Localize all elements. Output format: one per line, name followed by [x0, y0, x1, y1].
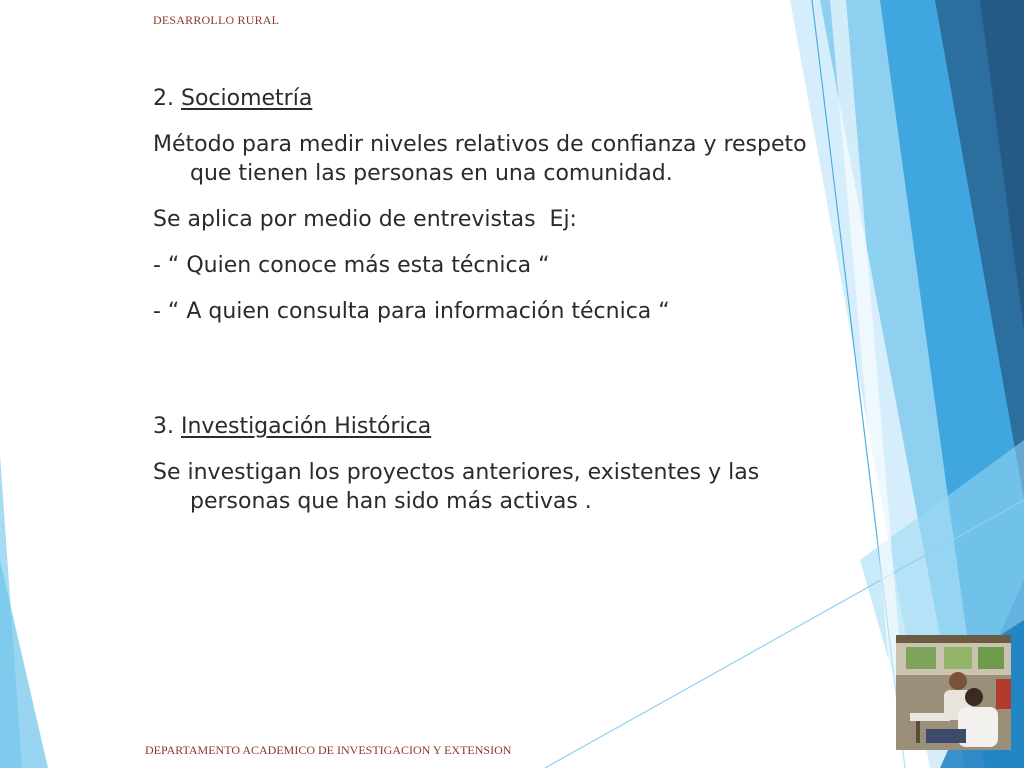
- photo-illustration: [896, 635, 1011, 750]
- section2-heading: [153, 412, 873, 441]
- section1-example-1: - “ Quien conoce más esta técnica “: [153, 253, 550, 278]
- section1-description-2: que tienen las personas en una comunidad.: [190, 161, 673, 186]
- slide-footer: DEPARTAMENTO ACADEMICO DE INVESTIGACION Y EXTENSION: [145, 743, 512, 757]
- section1-title: Sociometría: [181, 86, 313, 111]
- slide-header: DESARROLLO RURAL: [153, 13, 280, 27]
- section1-number: 2.: [153, 86, 174, 111]
- classroom-photo: [896, 635, 1011, 750]
- section2-number: 3.: [153, 414, 174, 439]
- section2-title: Investigación Histórica: [181, 414, 432, 439]
- section1-heading: [153, 84, 873, 113]
- section1-description-1: Método para medir niveles relativos de confianza y respeto: [153, 132, 807, 157]
- section2-description-2: personas que han sido más activas .: [190, 489, 592, 514]
- section1-example-2: - “ A quien consulta para información técnica “: [153, 299, 670, 324]
- slide-body: [153, 84, 873, 516]
- section2-description-1: Se investigan los proyectos anteriores, existentes y las: [153, 460, 760, 485]
- left-facet-mid: [0, 560, 48, 768]
- section1-method: Se aplica por medio de entrevistas Ej:: [153, 207, 577, 232]
